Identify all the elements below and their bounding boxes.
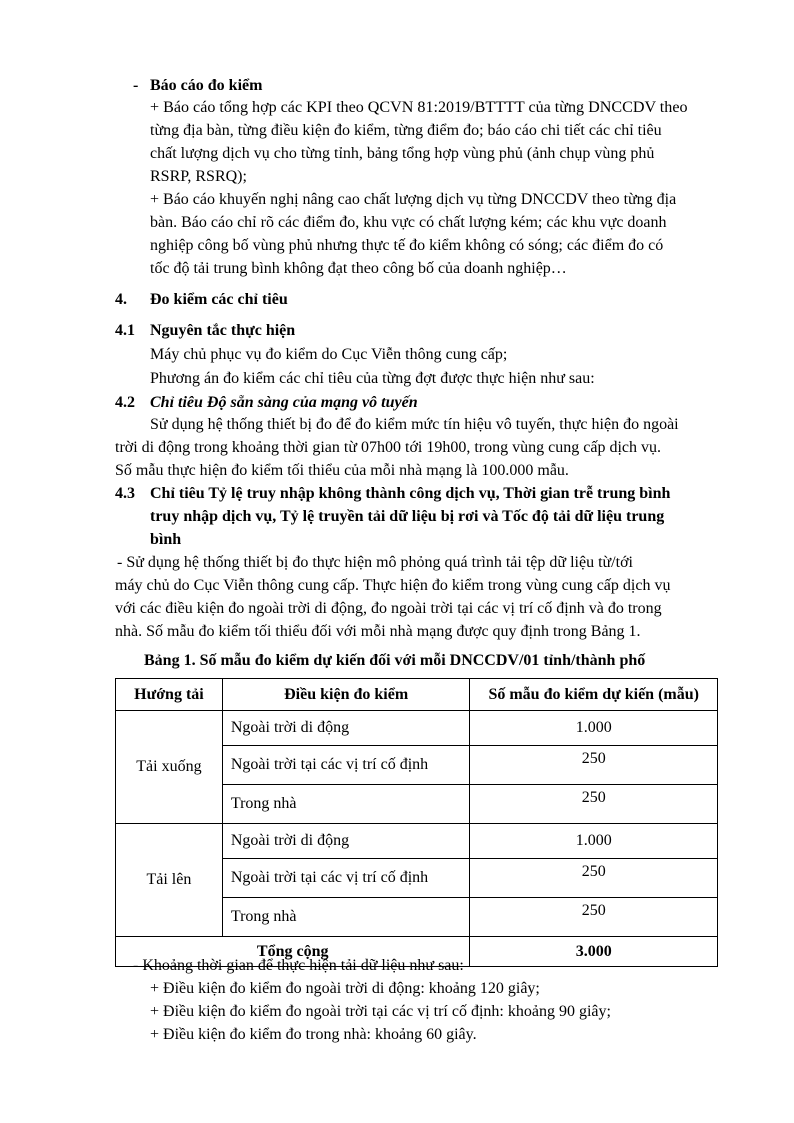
condition-cell: Ngoài trời di động [222,711,470,746]
report-heading: Báo cáo đo kiểm [150,77,263,94]
condition-cell: Ngoài trời tại các vị trí cố định [222,746,470,785]
section-heading: Đo kiểm các chỉ tiêu [150,291,288,308]
section-number: 4.3 [115,485,135,502]
section-number: 4. [115,291,127,308]
direction-cell: Tải xuống [116,711,223,824]
header-condition: Điều kiện đo kiểm [222,679,470,711]
table-row [116,824,718,859]
samples-cell: 1.000 [470,711,718,746]
table-caption: Bảng 1. Số mẫu đo kiểm dự kiến đối với mỗi DNCCDV/01 tỉnh/thành phố [144,652,646,669]
section-heading-line: bình [150,531,182,548]
report-line: RSRP, RSRQ); [150,168,247,185]
section-heading: Chỉ tiêu Độ sẵn sàng của mạng vô tuyến [150,394,418,411]
paragraph-line: nhà. Số mẫu đo kiểm tối thiểu đối với mỗi nhà mạng được quy định trong Bảng 1. [115,623,641,640]
header-samples: Số mẫu đo kiểm dự kiến (mẫu) [470,679,718,711]
section-heading: Nguyên tắc thực hiện [150,322,296,339]
condition-cell: Trong nhà [222,785,470,824]
paragraph-line: Phương án đo kiểm các chỉ tiêu của từng đợt được thực hiện như sau: [150,370,595,387]
paragraph-line: Máy chủ phục vụ đo kiểm do Cục Viễn thông cung cấp; [150,346,508,363]
condition-cell: Ngoài trời di động [222,824,470,859]
total-label: Tổng cộng [116,937,470,967]
section-number: 4.1 [115,322,135,339]
table-header-row [116,679,718,711]
paragraph-line: máy chủ do Cục Viễn thông cung cấp. Thực hiện đo kiểm trong vùng cung cấp dịch vụ [115,577,671,594]
sample-table [115,678,718,967]
section-heading-line: Chỉ tiêu Tỷ lệ truy nhập không thành công dịch vụ, Thời gian trễ trung bình [150,485,671,502]
samples-cell: 1.000 [470,824,718,859]
duration-line: + Điều kiện đo kiểm đo ngoài trời tại các vị trí cố định: khoảng 90 giây; [150,1003,611,1020]
samples-cell: 250 [470,898,718,937]
samples-cell: 250 [470,785,718,824]
paragraph-line: Số mẫu thực hiện đo kiểm tối thiểu của mỗi nhà mạng là 100.000 mẫu. [115,462,569,479]
bullet-dash: - [133,77,139,94]
paragraph-line: - Sử dụng hệ thống thiết bị đo thực hiện mô phỏng quá trình tải tệp dữ liệu từ/tới [117,554,633,571]
samples-cell: 250 [470,746,718,785]
direction-cell: Tải lên [116,824,223,937]
duration-line: + Điều kiện đo kiểm đo trong nhà: khoảng 60 giây. [150,1026,477,1043]
report-line: tốc độ tải trung bình không đạt theo công bố của doanh nghiệp… [150,260,567,277]
duration-line: + Điều kiện đo kiểm đo ngoài trời di động: khoảng 120 giây; [150,980,540,997]
condition-cell: Ngoài trời tại các vị trí cố định [222,859,470,898]
report-line: chất lượng dịch vụ cho từng tỉnh, bảng tổng hợp vùng phủ (ảnh chụp vùng phủ [150,145,655,162]
table-row [116,711,718,746]
paragraph-line: trời di động trong khoảng thời gian từ 07h00 tới 19h00, trong vùng cung cấp dịch vụ. [115,439,661,456]
duration-line: - Khoảng thời gian để thực hiện tải dữ liệu như sau: [133,957,464,974]
report-line: bàn. Báo cáo chỉ rõ các điểm đo, khu vực có chất lượng kém; các khu vực doanh [150,214,667,231]
report-line: nghiệp công bố vùng phủ nhưng thực tế đo kiểm không có sóng; các điểm đo có [150,237,664,254]
section-number: 4.2 [115,394,135,411]
report-line: + Báo cáo khuyến nghị nâng cao chất lượng dịch vụ từng DNCCDV theo từng địa [150,191,677,208]
header-direction: Hướng tải [116,679,223,711]
total-value: 3.000 [470,937,718,967]
section-heading-line: truy nhập dịch vụ, Tỷ lệ truyền tải dữ liệu bị rơi và Tốc độ tải dữ liệu trung [150,508,665,525]
paragraph-line: với các điều kiện đo ngoài trời di động, đo ngoài trời tại các vị trí cố định và đo trong [115,600,662,617]
report-line: từng địa bàn, từng điều kiện đo kiểm, từng điểm đo; báo cáo chi tiết các chỉ tiêu [150,122,662,139]
samples-cell: 250 [470,859,718,898]
report-line: + Báo cáo tổng hợp các KPI theo QCVN 81:2019/BTTTT của từng DNCCDV theo [150,99,688,116]
condition-cell: Trong nhà [222,898,470,937]
paragraph-line: Sử dụng hệ thống thiết bị đo để đo kiểm mức tín hiệu vô tuyến, thực hiện đo ngoài [150,416,679,433]
